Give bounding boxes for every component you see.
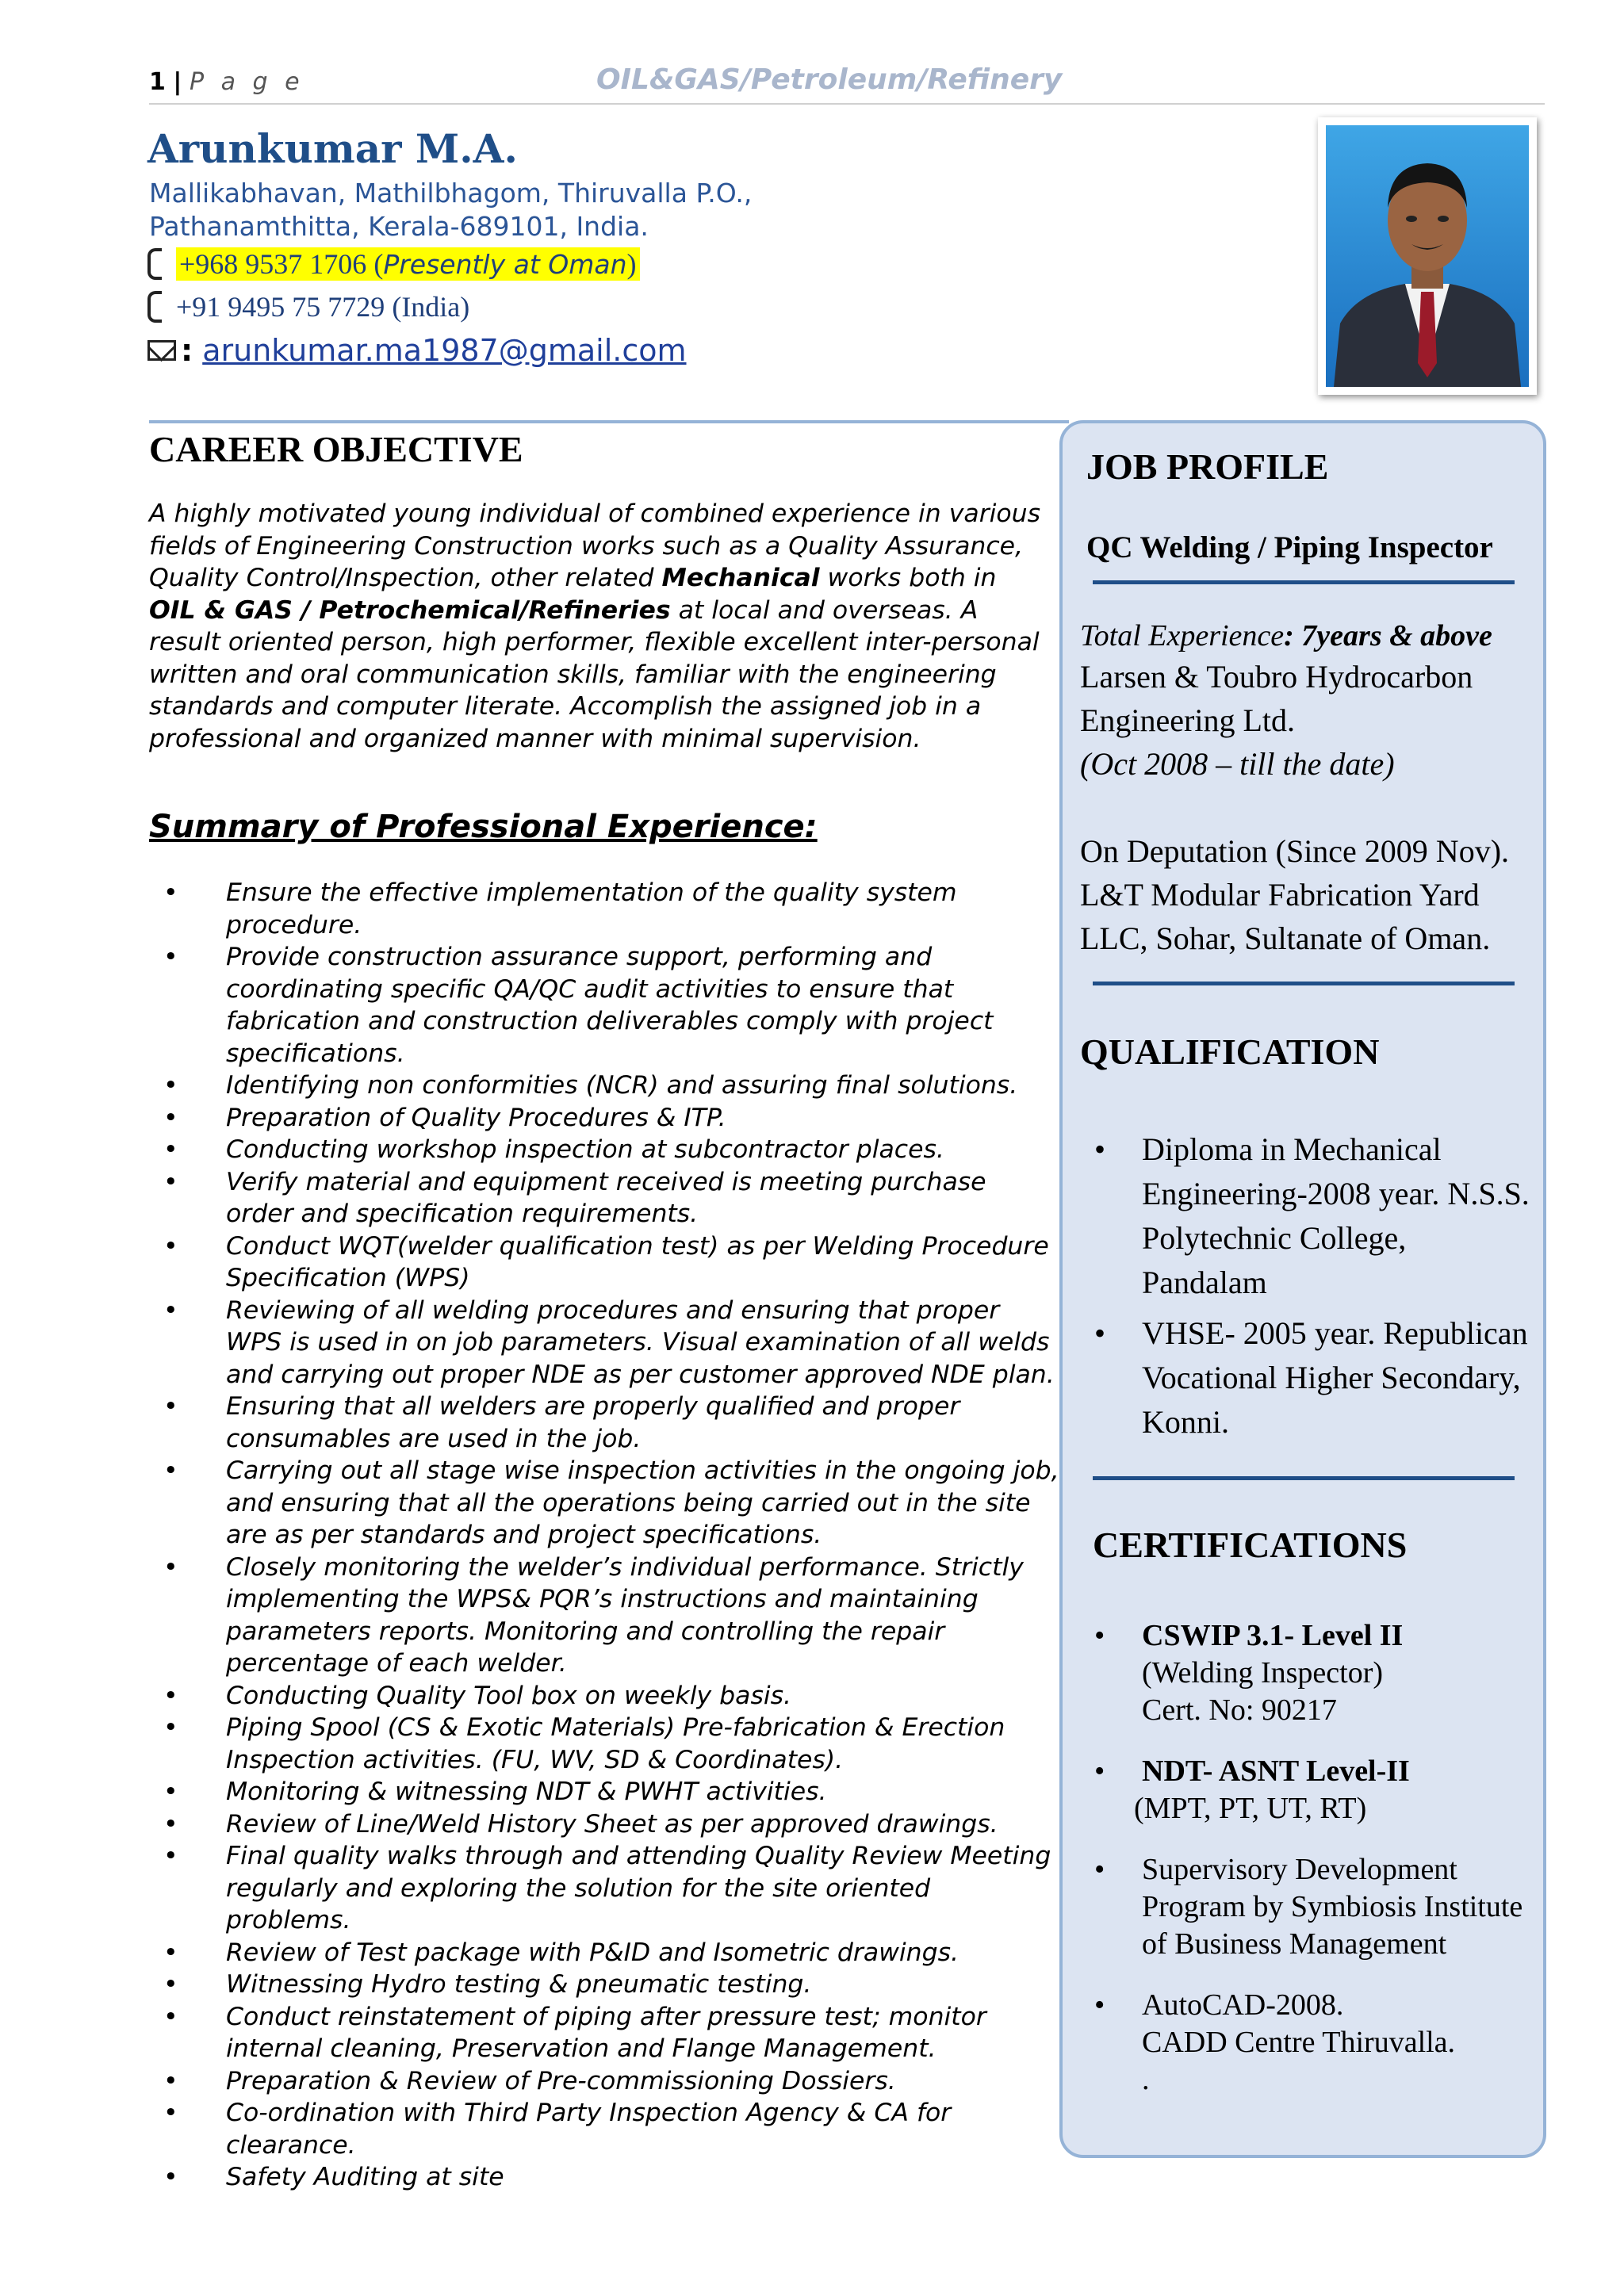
list-item: • Piping Spool (CS & Exotic Materials) Pre-fabrication & Erection Inspection activities. (FU, WV, SD & Coordinates). bbox=[149, 1712, 1061, 1776]
employment-period: (Oct 2008 – till the date) bbox=[1080, 746, 1395, 782]
job-profile-heading: JOB PROFILE bbox=[1086, 446, 1329, 487]
phone-icon bbox=[147, 291, 162, 323]
section-divider bbox=[149, 420, 1069, 423]
deputation-line-3: LLC, Sohar, Sultanate of Oman. bbox=[1080, 920, 1491, 956]
company-line-2: Engineering Ltd. bbox=[1080, 702, 1296, 738]
list-item: • VHSE- 2005 year. Republican Vocational Higher Secondary, Konni. bbox=[1080, 1311, 1532, 1445]
total-experience: Total Experience: 7years & above bbox=[1080, 619, 1492, 652]
deputation-line-1: On Deputation (Since 2009 Nov). bbox=[1080, 833, 1510, 869]
profile-photo bbox=[1318, 117, 1537, 395]
list-item: • Monitoring & witnessing NDT & PWHT activities. bbox=[149, 1776, 1061, 1808]
list-item: • Ensure the effective implementation of the quality system procedure. bbox=[149, 877, 1061, 941]
certification-list bbox=[1080, 1617, 1532, 2122]
address-line-2: Pathanamthitta, Kerala-689101, India. bbox=[149, 211, 649, 242]
email-link[interactable]: arunkumar.ma1987@gmail.com bbox=[202, 333, 687, 368]
list-item: • Final quality walks through and attending Quality Review Meeting regularly and exploring the solution for the site oriented problems. bbox=[149, 1840, 1061, 1937]
company-line-1: Larsen & Toubro Hydrocarbon bbox=[1080, 659, 1473, 695]
career-objective-text: A highly motivated young individual of combined experience in various fields of Engineering Construction works such as a Quality Assurance, Quality Control/Inspection, other related Mechanical works both in OIL & GAS / Petrochemical/Refineries at local and overseas. A result oriented person, high performer, flexible excellent inter-personal written and oral communication skills, familiar with the engineering standards and computer literate. Accomplish the assigned job in a professional and organized manner with minimal supervision. bbox=[149, 499, 1041, 753]
list-item: • CSWIP 3.1- Level II (Welding Inspector) Cert. No: 90217 bbox=[1080, 1617, 1532, 1729]
sidebar-divider bbox=[1093, 982, 1515, 985]
deputation-line-2: L&T Modular Fabrication Yard bbox=[1080, 877, 1480, 913]
list-item: • Supervisory Development Program by Symbiosis Institute of Business Management bbox=[1080, 1851, 1532, 1963]
list-item: • Verify material and equipment received is meeting purchase order and specification requirements. bbox=[149, 1166, 1061, 1230]
career-objective-heading: CAREER OBJECTIVE bbox=[149, 429, 523, 469]
envelope-icon bbox=[147, 340, 176, 361]
sidebar-divider bbox=[1093, 1476, 1515, 1480]
list-item: • AutoCAD-2008. CADD Centre Thiruvalla. . bbox=[1080, 1987, 1532, 2099]
phone-icon bbox=[147, 248, 162, 280]
list-item: • Witnessing Hydro testing & pneumatic testing. bbox=[149, 1969, 1061, 2001]
phone-india: +91 9495 75 7729 ( India ) bbox=[147, 290, 469, 323]
list-item: • Provide construction assurance support, performing and coordinating specific QA/QC audit activities to ensure that fabrication and construction deliverables comply with project specifications. bbox=[149, 941, 1061, 1070]
page-number: 1 | P a g e bbox=[149, 68, 304, 96]
certifications-heading: CERTIFICATIONS bbox=[1093, 1525, 1408, 1565]
portrait-image bbox=[1326, 125, 1529, 387]
sidebar-divider bbox=[1093, 580, 1515, 584]
list-item: • Closely monitoring the welder’s individual performance. Strictly implementing the WPS& PQR’s instructions and maintaining parameters reports. Monitoring and controlling the repair percentage of each welder. bbox=[149, 1552, 1061, 1680]
phone-oman-highlight: +968 9537 1706 (Presently at Oman) bbox=[176, 247, 640, 281]
domain-banner: OIL&GAS/Petroleum/Refinery bbox=[596, 63, 1063, 96]
candidate-name: Arunkumar M.A. bbox=[147, 125, 518, 172]
qualification-list bbox=[1080, 1127, 1532, 1445]
list-item: • Conducting Quality Tool box on weekly basis. bbox=[149, 1680, 1061, 1712]
email-row: : arunkumar.ma1987@gmail.com bbox=[147, 333, 687, 368]
list-item: • Co-ordination with Third Party Inspection Agency & CA for clearance. bbox=[149, 2097, 1061, 2161]
qualification-heading: QUALIFICATION bbox=[1080, 1031, 1380, 1072]
experience-list bbox=[149, 877, 1061, 2194]
list-item: • Review of Test package with P&ID and Isometric drawings. bbox=[149, 1937, 1061, 1969]
list-item: • Preparation & Review of Pre-commissioning Dossiers. bbox=[149, 2065, 1061, 2098]
page-word: P a g e bbox=[189, 68, 304, 96]
job-role: QC Welding / Piping Inspector bbox=[1086, 530, 1493, 564]
list-item: • Preparation of Quality Procedures & ITP. bbox=[149, 1102, 1061, 1135]
list-item: • NDT- ASNT Level-II (MPT, PT, UT, RT) bbox=[1080, 1753, 1532, 1827]
summary-heading: Summary of Professional Experience: bbox=[149, 809, 818, 845]
list-item: • Conduct reinstatement of piping after pressure test; monitor internal cleaning, Preservation and Flange Management. bbox=[149, 2001, 1061, 2065]
phone-oman bbox=[147, 247, 640, 281]
list-item: • Conducting workshop inspection at subcontractor places. bbox=[149, 1134, 1061, 1166]
list-item: • Safety Auditing at site bbox=[149, 2161, 1061, 2194]
header-divider bbox=[149, 103, 1545, 105]
list-item: • Conduct WQT(welder qualification test) as per Welding Procedure Specification (WPS) bbox=[149, 1230, 1061, 1295]
list-item: • Carrying out all stage wise inspection activities in the ongoing job, and ensuring that all the operations being carried out in the site are as per standards and project specifications. bbox=[149, 1455, 1061, 1552]
list-item: • Diploma in Mechanical Engineering-2008 year. N.S.S. Polytechnic College, Pandalam bbox=[1080, 1127, 1532, 1305]
list-item: • Reviewing of all welding procedures and ensuring that proper WPS is used in on job parameters. Visual examination of all welds and carrying out proper NDE as per customer approved NDE plan. bbox=[149, 1295, 1061, 1391]
address-line-1: Mallikabhavan, Mathilbhagom, Thiruvalla P.O., bbox=[149, 178, 753, 209]
list-item: • Ensuring that all welders are properly qualified and proper consumables are used in the job. bbox=[149, 1391, 1061, 1455]
list-item: • Review of Line/Weld History Sheet as per approved drawings. bbox=[149, 1808, 1061, 1841]
list-item: • Identifying non conformities (NCR) and assuring final solutions. bbox=[149, 1070, 1061, 1102]
